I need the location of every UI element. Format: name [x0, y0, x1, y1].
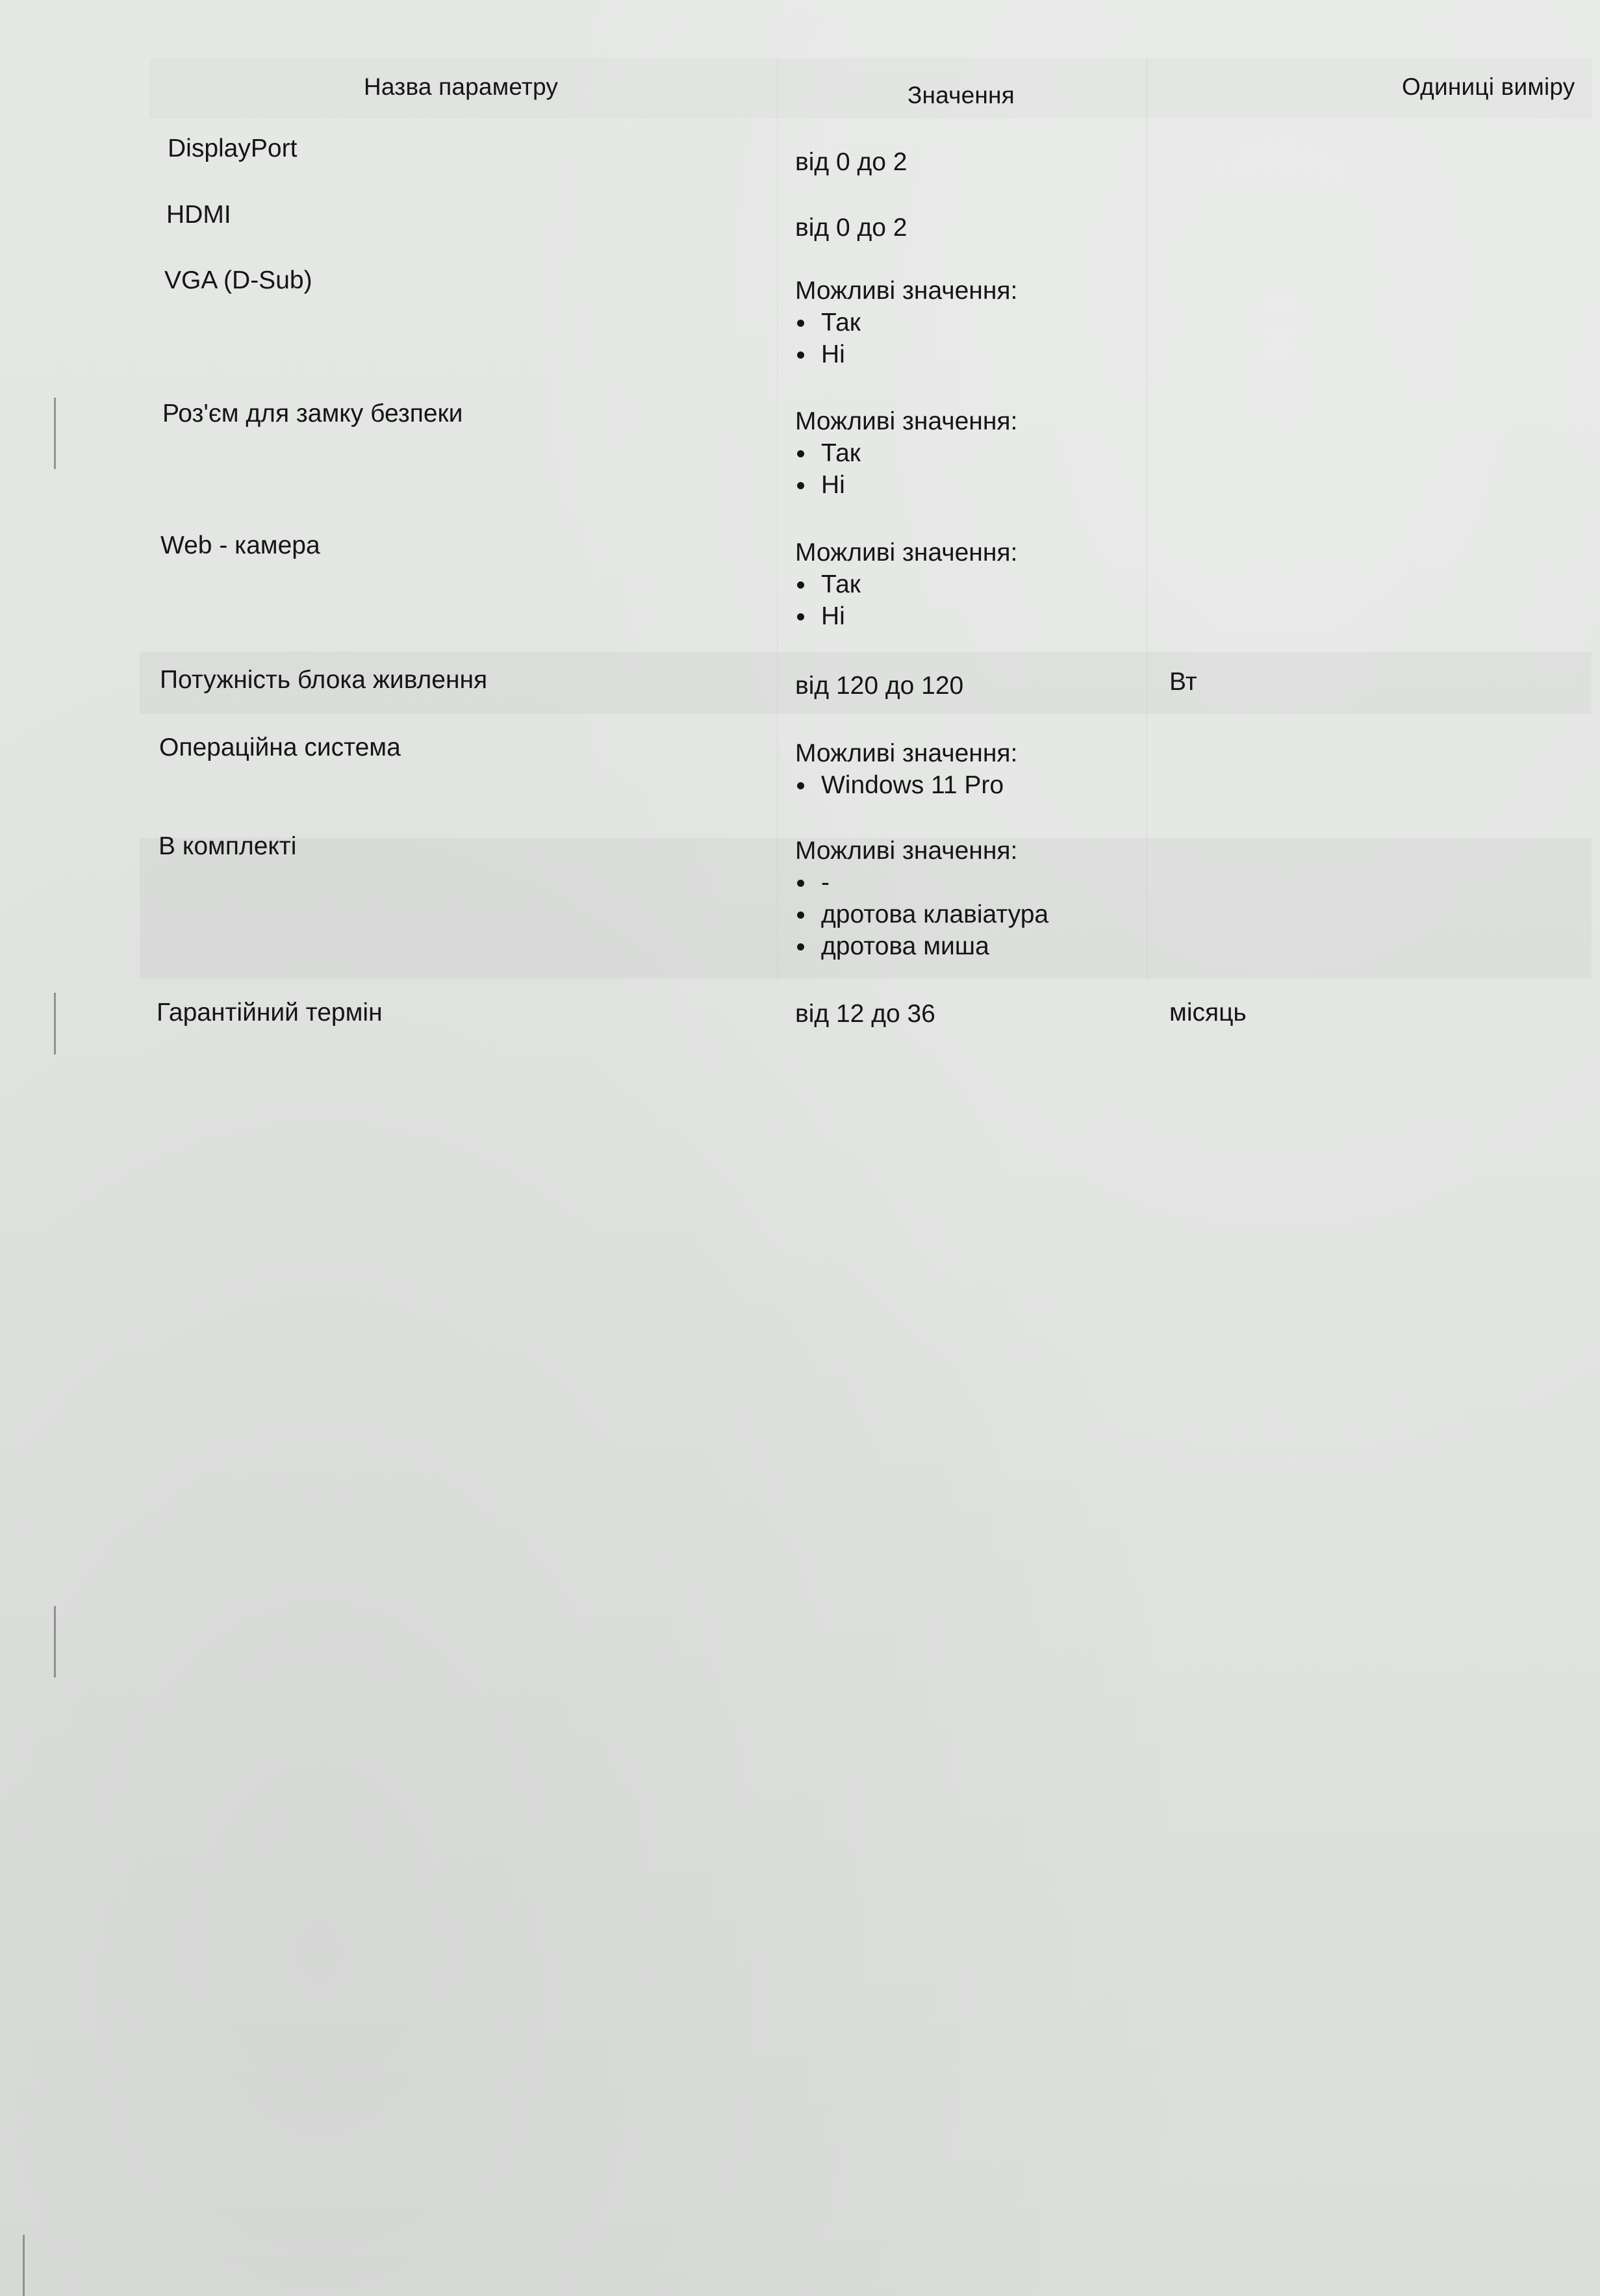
- list-item: Windows 11 Pro: [795, 769, 1017, 801]
- row-power-supply-unit: Вт: [1169, 668, 1197, 696]
- list-item: Так: [795, 568, 1017, 600]
- list-item: дротова миша: [795, 930, 1048, 962]
- list-item: Ні: [795, 469, 1017, 501]
- list-item: Так: [795, 437, 1017, 469]
- column-divider: [777, 58, 778, 981]
- list-item: Ні: [795, 600, 1017, 632]
- options-list: [795, 568, 1017, 632]
- row-vga-name: VGA (D-Sub): [164, 266, 312, 294]
- row-webcam-value: [795, 537, 1017, 632]
- row-hdmi-name: HDMI: [166, 201, 231, 229]
- edge-mark: [54, 1606, 56, 1677]
- options-list: [795, 867, 1048, 962]
- options-list: [795, 307, 1017, 370]
- row-os-value: [795, 737, 1017, 801]
- row-warranty-name: Гарантійний термін: [157, 999, 383, 1027]
- row-kit-name: В комплекті: [159, 832, 297, 860]
- options-list: [795, 437, 1017, 501]
- possible-values-label: Можливі значення:: [795, 277, 1018, 305]
- row-power-supply-name: Потужність блока живлення: [160, 666, 488, 694]
- list-item: дротова клавіатура: [795, 899, 1048, 930]
- row-displayport-value: від 0 до 2: [795, 148, 908, 176]
- column-divider: [1147, 58, 1148, 981]
- row-webcam-name: Web - камера: [160, 531, 320, 559]
- list-item: Ні: [795, 338, 1017, 370]
- possible-values-label: Можливі значення:: [795, 837, 1018, 865]
- row-power-supply-value: від 120 до 120: [795, 672, 964, 700]
- header-unit: Одиниці виміру: [1402, 73, 1575, 100]
- edge-mark: [54, 993, 56, 1054]
- row-hdmi-value: від 0 до 2: [795, 214, 908, 242]
- possible-values-label: Можливі значення:: [795, 539, 1018, 567]
- row-vga-value: [795, 275, 1017, 370]
- header-value: Значення: [908, 82, 1015, 108]
- row-security-lock-name: Роз'єм для замку безпеки: [162, 400, 463, 427]
- row-kit-value: [795, 835, 1048, 962]
- row-os-name: Операційна система: [159, 733, 401, 761]
- header-parameter-name: Назва параметру: [364, 73, 559, 100]
- row-security-lock-value: [795, 405, 1017, 501]
- list-item: Так: [795, 307, 1017, 338]
- options-list: [795, 769, 1017, 801]
- possible-values-label: Можливі значення:: [795, 739, 1018, 767]
- possible-values-label: Можливі значення:: [795, 407, 1018, 435]
- edge-mark: [23, 2235, 25, 2296]
- row-displayport-name: DisplayPort: [168, 134, 298, 162]
- row-warranty-value: від 12 до 36: [795, 1000, 935, 1028]
- list-item: -: [795, 867, 1048, 899]
- edge-mark: [54, 398, 56, 469]
- row-warranty-unit: місяць: [1169, 999, 1247, 1027]
